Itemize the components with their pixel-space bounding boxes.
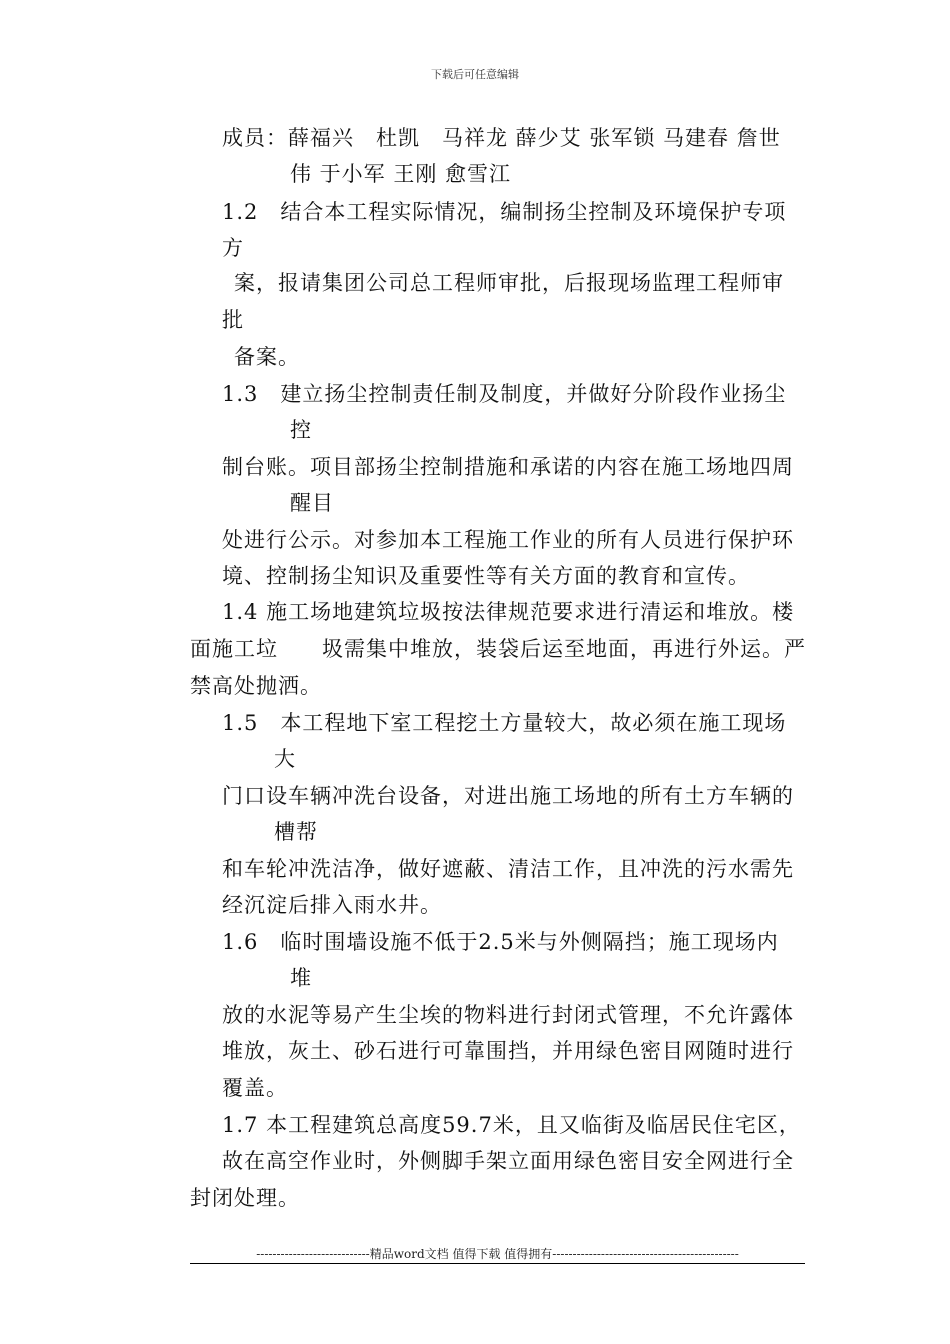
- item-1-3-cont: 控: [290, 418, 312, 442]
- item-1-3: 1.3 建立扬尘控制责任制及制度，并做好分阶段作业扬尘: [222, 382, 787, 406]
- item-1-6-cont: 放的水泥等易产生尘埃的物料进行封闭式管理，不允许露体: [222, 1003, 794, 1027]
- footer-divider: [190, 1263, 805, 1264]
- item-1-2: 1.2 结合本工程实际情况，编制扬尘控制及环境保护专项: [222, 200, 787, 224]
- item-1-2-cont: 案，报请集团公司总工程师审批，后报现场监理工程师审: [234, 271, 784, 295]
- item-1-2-cont: 批: [222, 308, 244, 332]
- item-1-3-cont: 制台账。项目部扬尘控制措施和承诺的内容在施工场地四周: [222, 455, 794, 479]
- item-1-5-cont: 槽帮: [274, 820, 318, 844]
- item-1-7-cont: 封闭处理。: [190, 1186, 300, 1210]
- item-1-6-cont: 堆: [290, 966, 312, 990]
- item-1-5-cont: 和车轮冲洗洁净，做好遮蔽、清洁工作，且冲洗的污水需先: [222, 857, 794, 881]
- item-1-5-cont: 大: [274, 747, 296, 771]
- page-footer-note: ----------------------------精品word文档 值得下载 值得拥有----------------------------------------------: [256, 1247, 739, 1261]
- item-1-2-cont: 方: [222, 236, 244, 260]
- item-1-5: 1.5 本工程地下室工程挖土方量较大，故必须在施工现场: [222, 711, 787, 735]
- item-1-3-cont: 境、控制扬尘知识及重要性等有关方面的教育和宣传。: [222, 564, 750, 588]
- item-1-6: 1.6 临时围墙设施不低于2.5米与外侧隔挡；施工现场内: [222, 930, 779, 954]
- item-1-7-cont: 故在高空作业时，外侧脚手架立面用绿色密目安全网进行全: [222, 1149, 794, 1173]
- item-1-3-cont: 处进行公示。对参加本工程施工作业的所有人员进行保护环: [222, 528, 794, 552]
- item-1-5-cont: 经沉淀后排入雨水井。: [222, 893, 442, 917]
- members-line: 成员：薛福兴 杜凯 马祥龙 薛少艾 张军锁 马建春 詹世: [222, 126, 781, 150]
- item-1-6-cont: 覆盖。: [222, 1076, 288, 1100]
- item-1-6-cont: 堆放，灰土、砂石进行可靠围挡，并用绿色密目网随时进行: [222, 1039, 794, 1063]
- page-header-note: 下载后可任意编辑: [431, 68, 519, 81]
- item-1-2-cont: 备案。: [234, 345, 300, 369]
- item-1-3-cont: 醒目: [290, 491, 334, 515]
- item-1-4-cont: 面施工垃 圾需集中堆放，装袋后运至地面，再进行外运。严: [190, 637, 806, 661]
- members-line-cont: 伟 于小军 王刚 愈雪江: [290, 162, 512, 186]
- item-1-4-cont: 禁高处抛洒。: [190, 674, 322, 698]
- item-1-5-cont: 门口设车辆冲洗台设备，对进出施工场地的所有土方车辆的: [222, 784, 794, 808]
- item-1-7: 1.7 本工程建筑总高度59.7米，且又临街及临居民住宅区，: [222, 1113, 801, 1137]
- item-1-4: 1.4 施工场地建筑垃圾按法律规范要求进行清运和堆放。楼: [222, 600, 795, 624]
